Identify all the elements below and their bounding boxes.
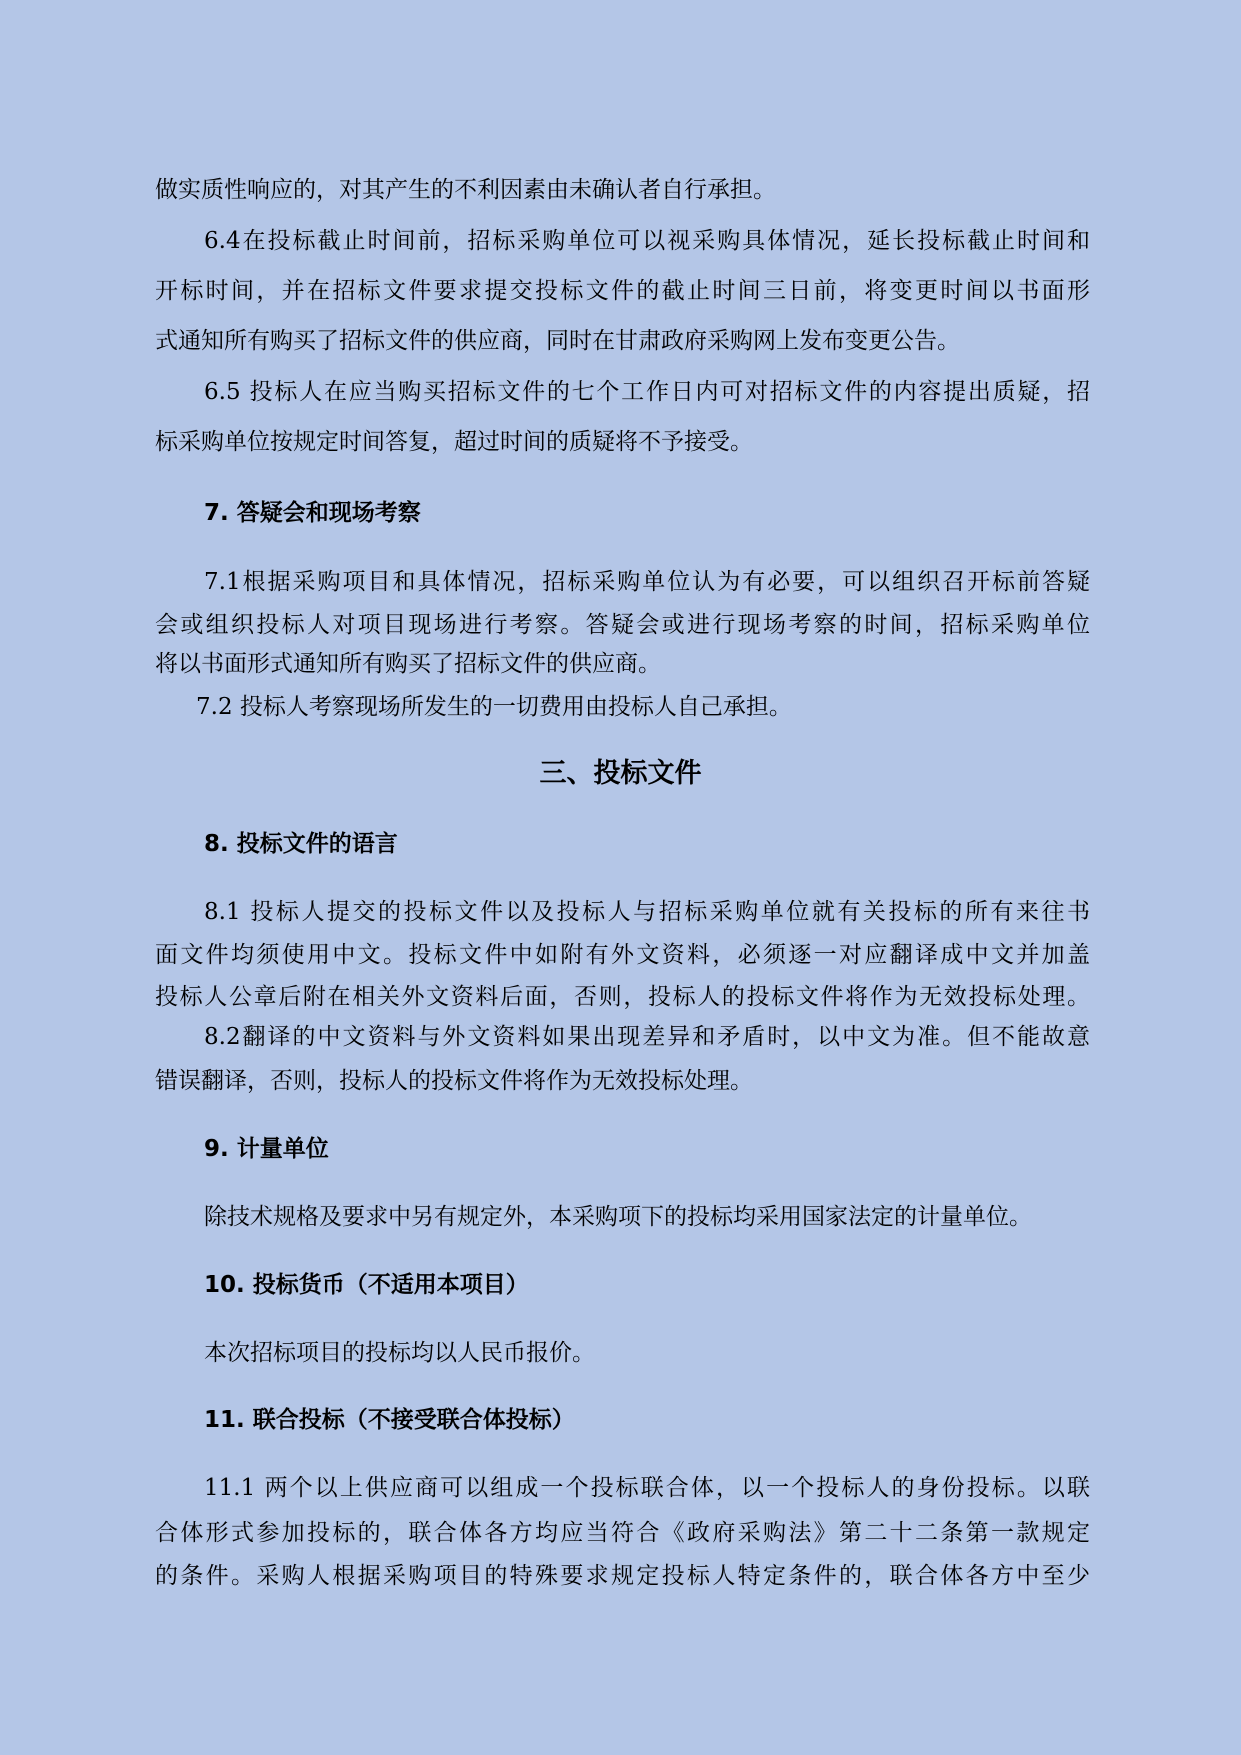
heading-9: 9. 计量单位 <box>204 1136 329 1162</box>
paragraph-6-4-line: 6.4在投标截止时间前，招标采购单位可以视采购具体情况，延长投标截止时间和 <box>204 228 1090 254</box>
paragraph-6-4-line: 开标时间，并在招标文件要求提交投标文件的截止时间三日前，将变更时间以书面形 <box>155 278 1090 304</box>
paragraph-11-1-line: 的条件。采购人根据采购项目的特殊要求规定投标人特定条件的，联合体各方中至少 <box>155 1563 1090 1589</box>
heading-11: 11. 联合投标（不接受联合体投标） <box>204 1407 575 1433</box>
paragraph-6-3-tail-line: 做实质性响应的，对其产生的不利因素由未确认者自行承担。 <box>155 177 776 203</box>
paragraph-8-1-line: 投标人公章后附在相关外文资料后面，否则，投标人的投标文件将作为无效投标处理。 <box>155 984 1090 1010</box>
paragraph-8-2-line: 错误翻译，否则，投标人的投标文件将作为无效投标处理。 <box>155 1068 753 1094</box>
paragraph-7-1-line: 会或组织投标人对项目现场进行考察。答疑会或进行现场考察的时间，招标采购单位 <box>155 612 1090 638</box>
paragraph-6-5-line: 6.5 投标人在应当购买招标文件的七个工作日内可对招标文件的内容提出质疑，招 <box>204 379 1090 405</box>
paragraph-8-1-line: 8.1 投标人提交的投标文件以及投标人与招标采购单位就有关投标的所有来往书 <box>204 899 1090 925</box>
paragraph-6-5-line: 标采购单位按规定时间答复，超过时间的质疑将不予接受。 <box>155 429 753 455</box>
paragraph-6-4-line: 式通知所有购买了招标文件的供应商，同时在甘肃政府采购网上发布变更公告。 <box>155 328 960 354</box>
paragraph-8-1-line: 面文件均须使用中文。投标文件中如附有外文资料，必须逐一对应翻译成中文并加盖 <box>155 942 1090 968</box>
section-title-3: 三、投标文件 <box>539 758 702 789</box>
paragraph-8-2-line: 8.2翻译的中文资料与外文资料如果出现差异和矛盾时，以中文为准。但不能故意 <box>204 1024 1090 1050</box>
paragraph-9-line: 除技术规格及要求中另有规定外，本采购项下的投标均采用国家法定的计量单位。 <box>204 1204 1032 1230</box>
heading-10: 10. 投标货币（不适用本项目） <box>204 1272 529 1298</box>
paragraph-7-1-line: 将以书面形式通知所有购买了招标文件的供应商。 <box>155 651 661 677</box>
paragraph-11-1-line: 合体形式参加投标的，联合体各方均应当符合《政府采购法》第二十二条第一款规定 <box>155 1520 1090 1546</box>
heading-7: 7. 答疑会和现场考察 <box>204 500 421 526</box>
paragraph-10-line: 本次招标项目的投标均以人民币报价。 <box>204 1340 595 1366</box>
paragraph-11-1-line: 11.1 两个以上供应商可以组成一个投标联合体，以一个投标人的身份投标。以联 <box>204 1475 1090 1501</box>
paragraph-7-2-line: 7.2 投标人考察现场所发生的一切费用由投标人自己承担。 <box>196 694 792 720</box>
heading-8: 8. 投标文件的语言 <box>204 831 398 857</box>
paragraph-7-1-line: 7.1根据采购项目和具体情况，招标采购单位认为有必要，可以组织召开标前答疑 <box>204 569 1090 595</box>
